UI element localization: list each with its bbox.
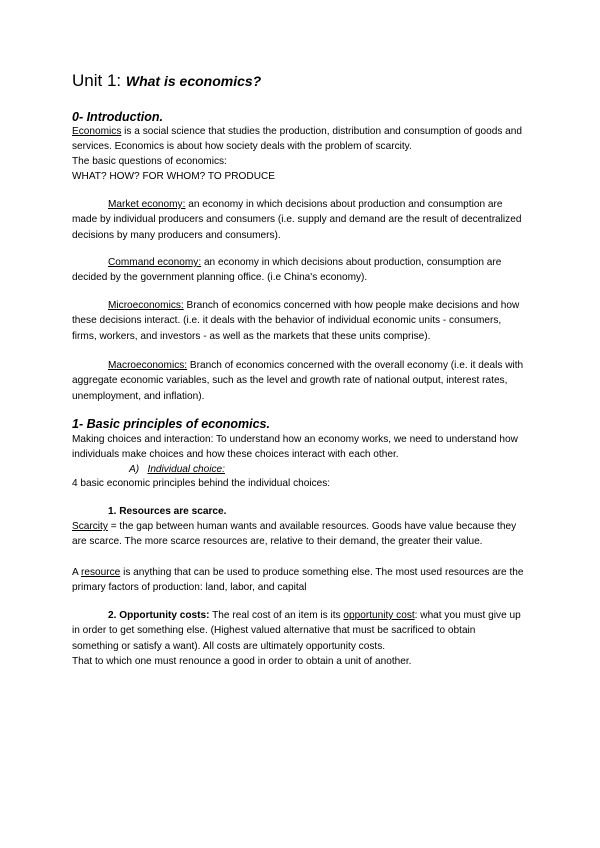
page-title bbox=[72, 71, 261, 91]
economics-term: Economics bbox=[72, 126, 122, 137]
resource-prefix: A bbox=[72, 567, 81, 578]
command-economy-paragraph bbox=[72, 255, 524, 286]
unit-subtitle: What is economics? bbox=[125, 73, 262, 89]
macroeconomics-definition: Branch of economics concerned with the overall economy (i.e. it deals with aggregate economic variables, such as the level and growth rate of national output, interest rates, unemployment, and inflation). bbox=[72, 360, 524, 402]
intro-heading: 0- Introduction. bbox=[72, 110, 163, 124]
scarcity-definition: = the gap between human wants and available resources. Goods have value because they are scarce. The more scarce resources are, relative to their demand, the greater their value. bbox=[72, 521, 517, 548]
market-economy-paragraph bbox=[72, 197, 524, 243]
individual-choice-label: Individual choice: bbox=[147, 464, 225, 475]
basic-questions-list: WHAT? HOW? FOR WHOM? TO PRODUCE bbox=[72, 171, 276, 182]
command-economy-definition: an economy in which decisions about production, consumption are decided by the government planning office. (i.e China's economy). bbox=[72, 257, 502, 284]
market-economy-term: Market economy: bbox=[108, 199, 186, 210]
opportunity-heading: 2. Opportunity costs: bbox=[108, 610, 210, 621]
opportunity-text-2: : what you must give up in order to get something else. (Highest valued alternative that must be sacrificed to obtain something or satisfy a want). All costs are ultimately opportunity costs. bbox=[72, 610, 521, 652]
intro-paragraph bbox=[72, 124, 524, 155]
microeconomics-definition: Branch of economics concerned with how people make decisions and how these decisions interact. (i.e. it deals with the behavior of individual economic units - consumers, firms, workers, and investors - as well as the markets that these units comprise). bbox=[72, 300, 520, 342]
opportunity-text-1: The real cost of an item is its bbox=[209, 610, 344, 621]
individual-choice-subheading bbox=[129, 462, 225, 477]
principles-intro: Making choices and interaction: To understand how an economy works, we need to understand how individuals make choices and how these choices interact with each other. bbox=[72, 434, 518, 461]
scarcity-term: Scarcity bbox=[72, 521, 108, 532]
resource-definition: is anything that can be used to produce something else. The most used resources are the primary factors of production: land, labor, and capital bbox=[72, 567, 524, 594]
opportunity-paragraph bbox=[72, 608, 524, 654]
basic-questions-label: The basic questions of economics: bbox=[72, 156, 227, 167]
principles-heading: 1- Basic principles of economics. bbox=[72, 417, 270, 431]
opportunity-cost-term: opportunity cost bbox=[343, 610, 415, 621]
scarcity-paragraph bbox=[72, 519, 524, 550]
command-economy-term: Command economy: bbox=[108, 257, 202, 268]
microeconomics-term: Microeconomics: bbox=[108, 300, 184, 311]
resource-term: resource bbox=[80, 567, 121, 578]
four-principles-text: 4 basic economic principles behind the individual choices: bbox=[72, 478, 331, 489]
macroeconomics-term: Macroeconomics: bbox=[108, 360, 188, 371]
unit-label: Unit 1: bbox=[72, 71, 122, 90]
subheading-letter: A) bbox=[129, 464, 140, 475]
economics-definition: is a social science that studies the production, distribution and consumption of goods and services. Economics is about how society deals with the problem of scarcity. bbox=[72, 126, 523, 153]
scarce-heading: 1. Resources are scarce. bbox=[108, 506, 227, 517]
market-economy-definition: an economy in which decisions about production and consumption are made by individual producers and consumers (i.e. supply and demand are the result of decentralized decisions by many producers and consumers). bbox=[72, 199, 522, 241]
macroeconomics-paragraph bbox=[72, 358, 524, 404]
microeconomics-paragraph bbox=[72, 298, 524, 344]
resource-paragraph bbox=[72, 565, 524, 596]
renounce-text: That to which one must renounce a good in order to obtain a unit of another. bbox=[72, 656, 412, 667]
